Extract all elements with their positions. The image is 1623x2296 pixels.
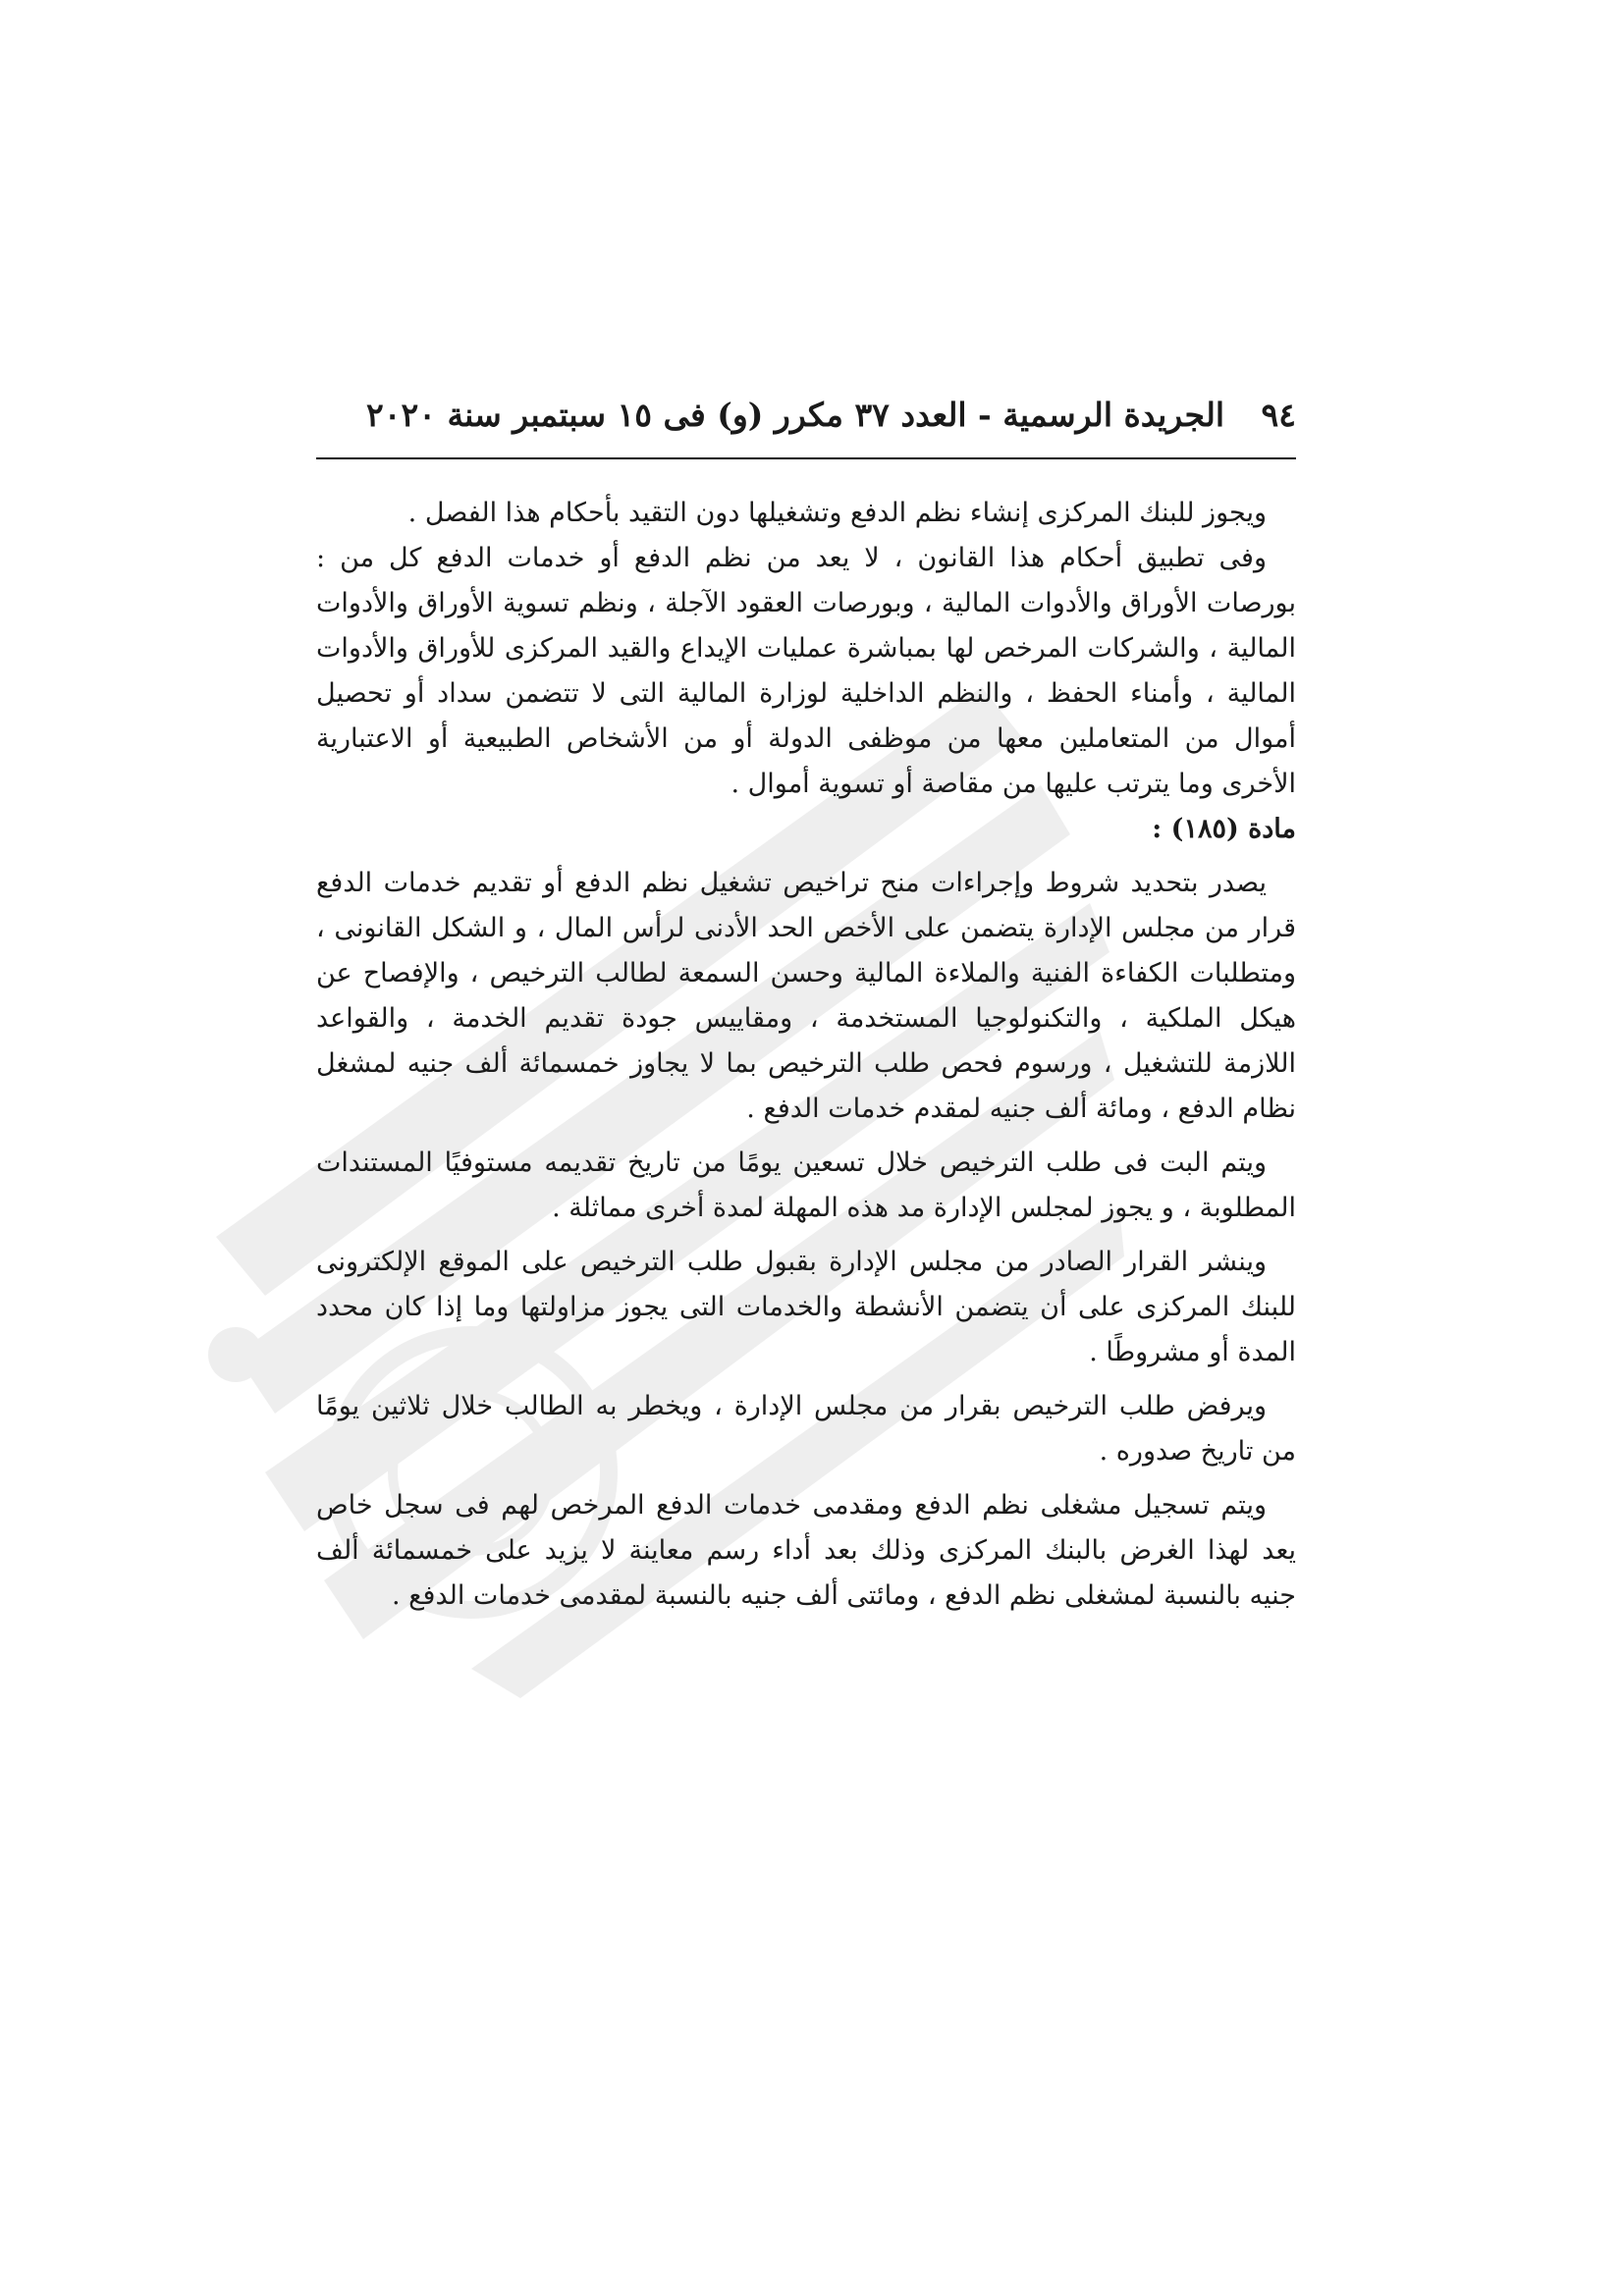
paragraph-line: يصدر بتحديد شروط وإجراءات منح تراخيص تشغيل نظم الدفع أو تقديم خدمات الدفع (316, 868, 1267, 898)
paragraph-line: نظام الدفع ، ومائة ألف جنيه لمقدم خدمات الدفع . (746, 1094, 1296, 1124)
gazette-title: الجريدة الرسمية - العدد ٣٧ مكرر (و) فى ١٥ سبتمبر سنة ٢٠٢٠ (366, 396, 1225, 434)
page-body (316, 491, 1296, 1619)
paragraph-line: المالية ، والشركات المرخص لها بمباشرة عمليات الإيداع والقيد المركزى للأوراق والأدوات (316, 633, 1296, 664)
paragraph-line: من تاريخ صدوره . (1099, 1436, 1296, 1467)
paragraph-line: الأخرى وما يترتب عليها من مقاصة أو تسوية أموال . (730, 769, 1296, 799)
paragraph-line: ويجوز للبنك المركزى إنشاء نظم الدفع وتشغيلها دون التقيد بأحكام هذا الفصل . (407, 498, 1267, 528)
paragraph-line: قرار من مجلس الإدارة يتضمن على الأخص الحد الأدنى لرأس المال ، و الشكل القانونى ، (316, 913, 1296, 943)
paragraph-line: وينشر القرار الصادر من مجلس الإدارة بقبول طلب الترخيص على الموقع الإلكترونى (316, 1247, 1267, 1277)
paragraph-line: يعد لهذا الغرض بالبنك المركزى وذلك بعد أداء رسم معاينة لا يزيد على خمسمائة ألف (316, 1535, 1296, 1566)
paragraph-line: ومتطلبات الكفاءة الفنية والملاءة المالية وحسن السمعة لطالب الترخيص ، والإفصاح عن (316, 958, 1296, 988)
paragraph-line: أموال من المتعاملين معها من موظفى الدولة أو من الأشخاص الطبيعية أو الاعتبارية (316, 723, 1296, 754)
paragraph-line: المطلوبة ، و يجوز لمجلس الإدارة مد هذه المهلة لمدة أخرى مماثلة . (552, 1193, 1296, 1223)
paragraph-line: هيكل الملكية ، والتكنولوجيا المستخدمة ، ومقاييس جودة تقديم الخدمة ، والقواعد (316, 1003, 1296, 1034)
paragraph-line: بورصات الأوراق والأدوات المالية ، وبورصات العقود الآجلة ، ونظم تسوية الأوراق والأدوات (316, 588, 1296, 618)
header-rule (316, 457, 1296, 459)
page-header (314, 391, 1296, 440)
paragraph-line: المالية ، وأمناء الحفظ ، والنظم الداخلية لوزارة المالية التى لا تتضمن سداد أو تحصيل (316, 678, 1296, 709)
paragraph-line: المدة أو مشروطًا . (1089, 1337, 1296, 1367)
paragraph-line: ويرفض طلب الترخيص بقرار من مجلس الإدارة ، ويخطر به الطالب خلال ثلاثين يومًا (316, 1391, 1267, 1421)
paragraph-line: ويتم البت فى طلب الترخيص خلال تسعين يومًا من تاريخ تقديمه مستوفيًا المستندات (316, 1148, 1267, 1178)
paragraph-line: جنيه بالنسبة لمشغلى نظم الدفع ، ومائتى ألف جنيه بالنسبة لمقدمى خدمات الدفع . (392, 1580, 1296, 1611)
article-heading: مادة (١٨٥) : (1152, 814, 1296, 844)
paragraph-line: للبنك المركزى على أن يتضمن الأنشطة والخدمات التى يجوز مزاولتها وما إذا كان محدد (316, 1292, 1296, 1322)
paragraph-line: ويتم تسجيل مشغلى نظم الدفع ومقدمى خدمات الدفع المرخص لهم فى سجل خاص (316, 1490, 1267, 1521)
page-number: ٩٤ (1261, 396, 1296, 434)
paragraph-line: وفى تطبيق أحكام هذا القانون ، لا يعد من نظم الدفع أو خدمات الدفع كل من : (316, 543, 1267, 573)
paragraph-line: اللازمة للتشغيل ، ورسوم فحص طلب الترخيص بما لا يجاوز خمسمائة ألف جنيه لمشغل (316, 1048, 1296, 1079)
